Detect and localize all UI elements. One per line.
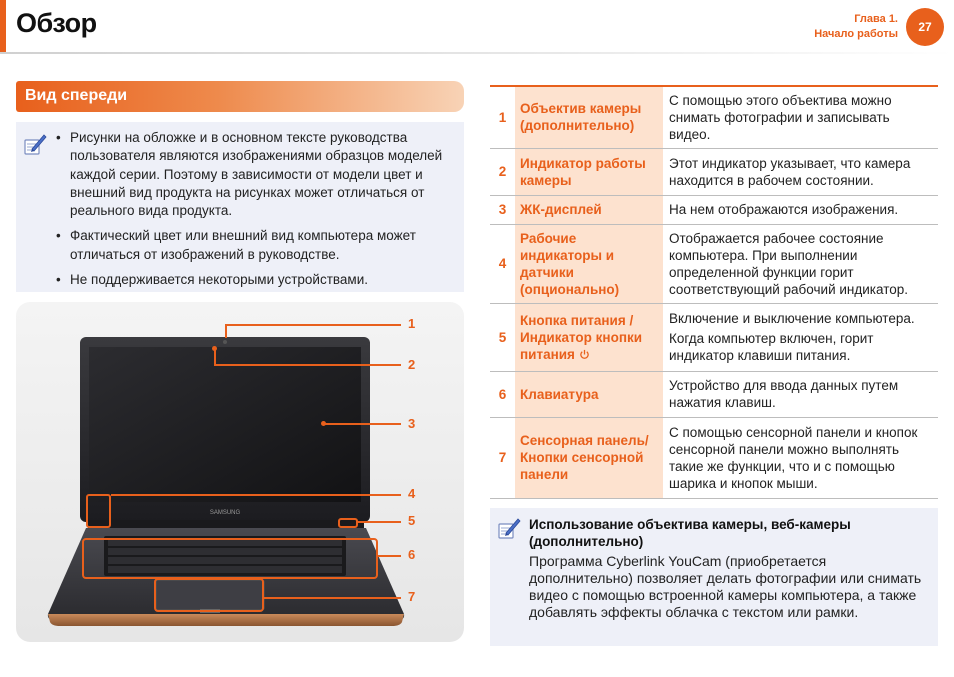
brand-label: SAMSUNG [209, 510, 241, 516]
tip-box [490, 508, 938, 646]
row-number: 7 [498, 450, 507, 465]
component-name [515, 303, 663, 371]
description-text: С помощью сенсорной панели и кнопок сенсорной панели можно выполнять такие же функции, что и с помощью шарика и кнопок мыши. [669, 424, 918, 491]
callout-line-1h [225, 324, 401, 326]
tip-title: Использование объектива камеры, веб-камеры (дополнительно) [529, 517, 851, 549]
callout-line-4 [111, 494, 401, 496]
component-name: Сенсорная панель/ Кнопки сенсорной панели [515, 417, 663, 498]
callout-number-1: 1 [408, 316, 416, 331]
callout-line-3 [324, 423, 401, 425]
power-button-highlight [338, 518, 358, 528]
header-accent-bar [0, 0, 6, 52]
table-row [490, 224, 938, 303]
title-divider [0, 52, 954, 54]
row-number: 4 [498, 256, 507, 271]
row-number: 2 [498, 164, 507, 179]
chapter-label [814, 12, 898, 42]
callout-line-5 [358, 521, 401, 523]
callout-line-1 [225, 324, 227, 338]
row-number: 6 [498, 386, 507, 402]
callout-number-5: 5 [408, 513, 416, 528]
component-description [663, 303, 938, 371]
callout-line-2 [214, 364, 401, 366]
component-description [663, 148, 938, 195]
table-row [490, 148, 938, 195]
description-text: На нем отображаются изображения. [669, 202, 899, 217]
row-number: 5 [498, 329, 507, 345]
component-table [490, 85, 938, 499]
component-description [663, 371, 938, 417]
pen-note-icon [496, 516, 522, 542]
note-box [16, 122, 464, 292]
note-list [54, 129, 458, 296]
note-item: • Не поддерживается некоторыми устройствами. [54, 271, 458, 289]
page-title: Обзор [16, 8, 97, 38]
callout-line-2v [214, 348, 216, 365]
component-name: ЖК-дисплей [515, 195, 663, 224]
touchpad-highlight [154, 578, 264, 612]
status-indicators-highlight [86, 494, 111, 528]
keyboard-highlight [82, 538, 378, 579]
component-description [663, 224, 938, 303]
callout-number-3: 3 [408, 416, 416, 431]
callout-number-6: 6 [408, 547, 416, 562]
component-name: Объектив камеры (дополнительно) [515, 86, 663, 148]
tip-text: Программа Cyberlink YouCam (приобретается дополнительно) позволяет делать фотографии или снимать видео с помощью встроенной камеры компьютера, а также добавлять эффекты облачка с текстом или рамки. [529, 553, 922, 620]
page-number-badge: 27 [906, 8, 944, 46]
row-number: 1 [498, 109, 507, 125]
note-item: • Рисунки на обложке и в основном тексте руководства пользователя являются изображениями образцов моделей каждой серии. Поэтому в зависимости от модели цвет и внешний вид продукта на рисунках может отличаться от реального вида продукта. [54, 129, 458, 220]
laptop-figure [16, 302, 464, 642]
callout-number-2: 2 [408, 357, 416, 372]
callout-number-4: 4 [408, 486, 416, 501]
row-number: 3 [498, 202, 507, 217]
pen-note-icon [22, 132, 48, 158]
component-name-text: Кнопка питания / Индикатор кнопки питания [520, 312, 643, 362]
table-row [490, 86, 938, 148]
table-row [490, 417, 938, 498]
description-text: Когда компьютер включен, горит индикатор клавиши питания. [669, 331, 874, 363]
section-header [16, 81, 464, 112]
component-name: Индикатор работы камеры [515, 148, 663, 195]
callout-line-6 [378, 555, 401, 557]
component-name: Рабочие индикаторы и датчики (опционально) [515, 224, 663, 303]
table-row [490, 303, 938, 371]
component-description [663, 195, 938, 224]
description-text: Включение и выключение компьютера. [669, 311, 915, 326]
power-icon [579, 349, 590, 360]
note-item: • Фактический цвет или внешний вид компьютера может отличаться от изображений в руководстве. [54, 227, 458, 264]
callout-line-7 [264, 597, 401, 599]
camera-lens-dot [223, 340, 227, 344]
description-text: Отображается рабочее состояние компьютера. При выполнении определенной функции горит соответствующий рабочий индикатор. [669, 230, 908, 297]
table-row [490, 195, 938, 224]
callout-number-7: 7 [408, 589, 416, 604]
description-text: Устройство для ввода данных путем нажатия клавиш. [669, 378, 899, 410]
component-name: Клавиатура [515, 371, 663, 417]
component-description [663, 86, 938, 148]
section-title: Вид спереди [25, 87, 128, 104]
lcd-screen [89, 347, 361, 502]
laptop-base-edge [48, 614, 404, 626]
chapter-number: Глава 1. [854, 13, 898, 25]
table-row [490, 371, 938, 417]
chapter-title: Начало работы [814, 28, 898, 40]
description-text: С помощью этого объектива можно снимать фотографии и записывать видео. [669, 92, 892, 142]
component-description [663, 417, 938, 498]
description-text: Этот индикатор указывает, что камера находится в рабочем состоянии. [669, 155, 911, 188]
